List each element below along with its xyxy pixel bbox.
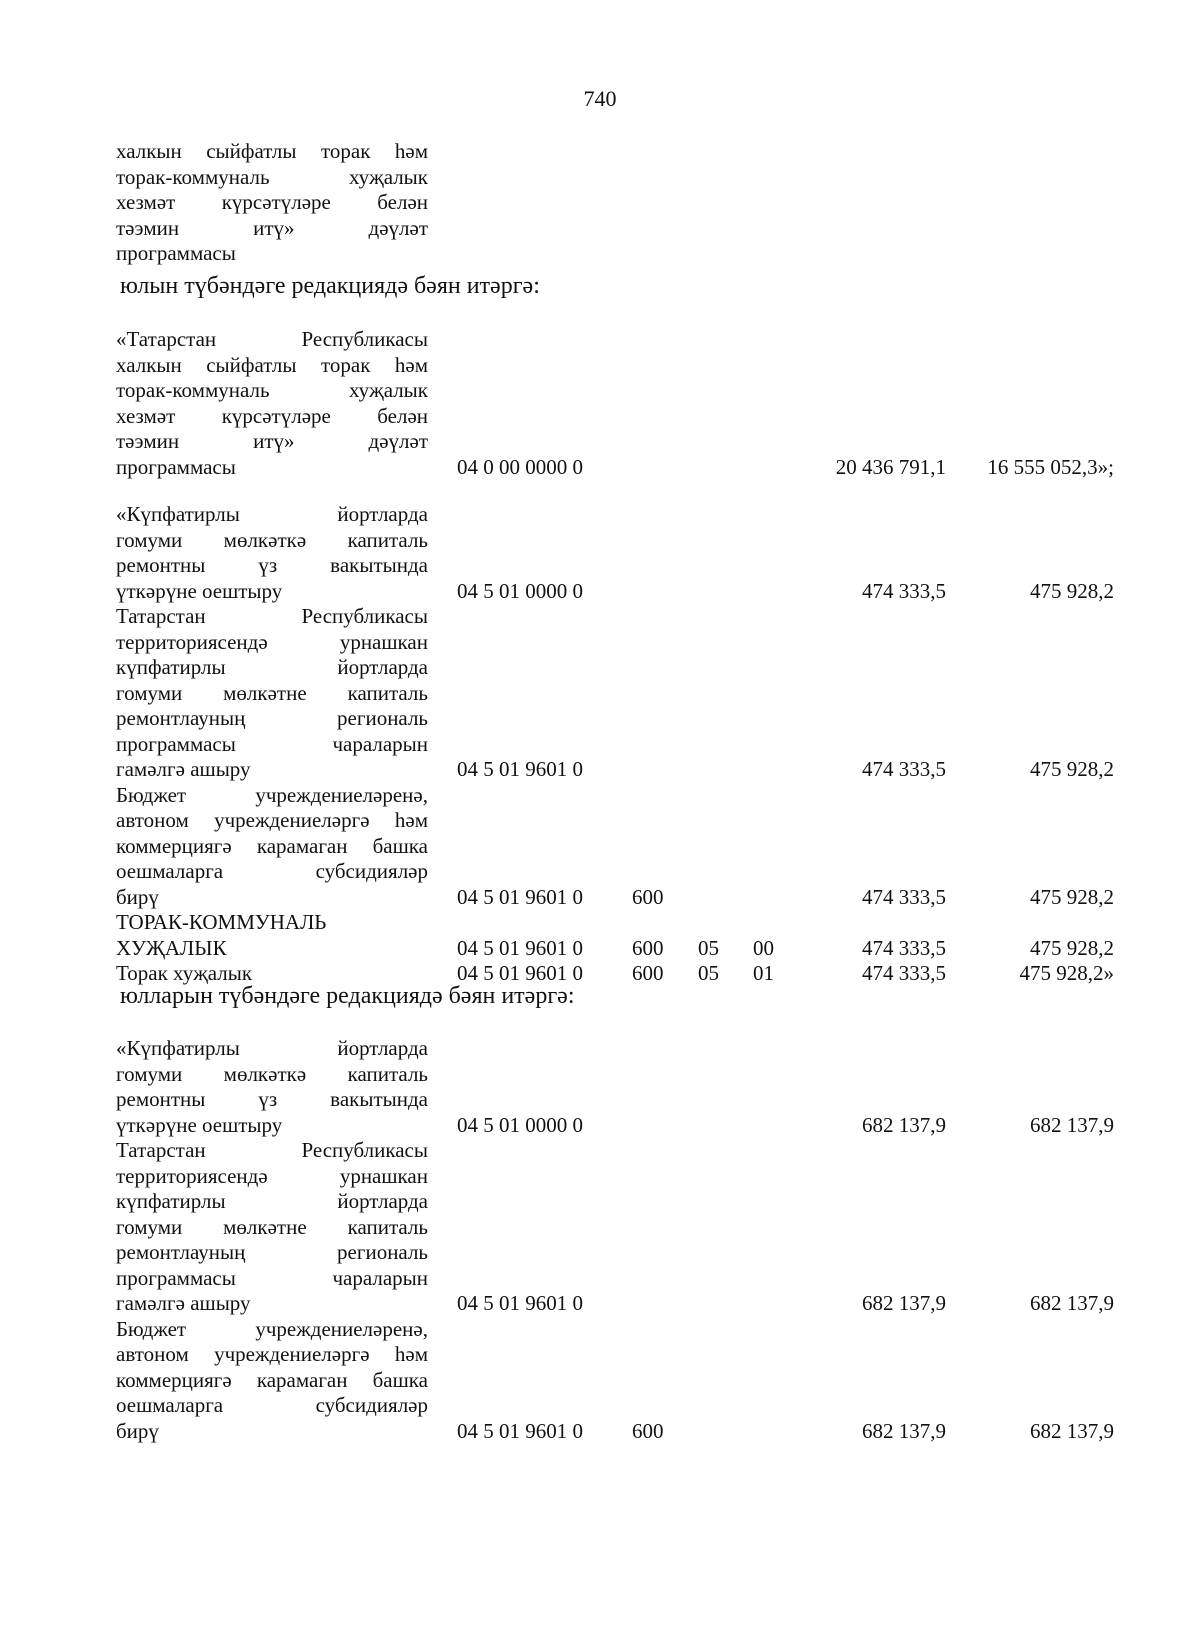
row-name-line: коммерциягә карамаган башка xyxy=(116,1367,428,1392)
section-code: 05 xyxy=(698,935,719,960)
amount-year-2: 682 137,9 xyxy=(1030,1418,1114,1443)
row-name-line: тәэмин итү» дәүләт xyxy=(116,429,428,453)
amount-year-2: 475 928,2 xyxy=(1030,884,1114,909)
row-name-line: программасы чараларын xyxy=(116,731,428,756)
expense-type-code: 600 xyxy=(632,961,664,985)
row-name-line: программасы xyxy=(116,454,236,479)
amount-year-1: 682 137,9 xyxy=(862,1112,946,1137)
row-name-line: халкын сыйфатлы торак һәм xyxy=(116,352,428,377)
row-name-line: территориясендә урнашкан xyxy=(116,1163,428,1188)
row-name-line: гомуми мөлкәтне капиталь xyxy=(116,1214,428,1239)
subsection-code: 00 xyxy=(753,935,774,960)
row-name-line: күпфатирлы йортларда xyxy=(116,1189,428,1213)
row-name-line: тәэмин итү» дәүләт xyxy=(116,215,428,240)
amount-year-1: 20 436 791,1 xyxy=(835,454,946,479)
row-name-line: ТОРАК-КОММУНАЛЬ xyxy=(116,910,327,934)
row-name-line: ремонтны үз вакытында xyxy=(116,1087,428,1111)
row-name-line: үткәрүне оештыру xyxy=(116,1112,283,1137)
target-article-code: 04 5 01 9601 0 xyxy=(457,884,583,909)
target-article-code: 04 5 01 0000 0 xyxy=(457,578,583,603)
amount-year-1: 682 137,9 xyxy=(862,1418,946,1443)
row-name-line: халкын сыйфатлы торак һәм xyxy=(116,139,428,163)
row-name-line: үткәрүне оештыру xyxy=(116,578,283,603)
row-name-line: Татарстан Республикасы xyxy=(116,604,428,628)
row-name-line: бирү xyxy=(116,884,159,909)
amount-year-1: 682 137,9 xyxy=(862,1291,946,1315)
row-name-line: программасы xyxy=(116,241,236,265)
row-name-line: ремонтлауның региональ xyxy=(116,1240,428,1264)
amount-year-1: 474 333,5 xyxy=(862,757,946,781)
row-name-line: Торак хуҗалык xyxy=(116,961,253,985)
amount-year-1: 474 333,5 xyxy=(862,935,946,960)
amount-year-1: 474 333,5 xyxy=(862,578,946,603)
target-article-code: 04 5 01 9601 0 xyxy=(457,1291,583,1315)
row-name-line: гомуми мөлкәткә капиталь xyxy=(116,1061,428,1086)
expense-type-code: 600 xyxy=(632,935,664,960)
subsection-code: 01 xyxy=(753,961,774,985)
row-name-line: территориясендә урнашкан xyxy=(116,629,428,654)
row-name-line: ремонтны үз вакытында xyxy=(116,553,428,577)
amount-year-2: 475 928,2 xyxy=(1030,757,1114,781)
amount-year-2: 16 555 052,3»; xyxy=(987,454,1114,479)
row-name-line: автоном учреждениеләргә һәм xyxy=(116,808,428,832)
target-article-code: 04 5 01 9601 0 xyxy=(457,961,583,985)
amount-year-2: 475 928,2» xyxy=(1019,961,1114,985)
expense-type-code: 600 xyxy=(632,884,664,909)
row-name-line: ХУҖАЛЫК xyxy=(116,935,227,960)
amount-year-2: 475 928,2 xyxy=(1030,935,1114,960)
section-code: 05 xyxy=(698,961,719,985)
row-name-line: ремонтлауның региональ xyxy=(116,706,428,730)
row-name-line: хезмәт күрсәтүләре белән xyxy=(116,403,428,428)
row-name-line: гамәлгә ашыру xyxy=(116,1291,251,1315)
amount-year-2: 682 137,9 xyxy=(1030,1112,1114,1137)
row-name-line: автоном учреждениеләргә һәм xyxy=(116,1342,428,1366)
row-name-line: торак-коммуналь хуҗалык xyxy=(116,164,428,189)
target-article-code: 04 5 01 9601 0 xyxy=(457,935,583,960)
row-name-line: программасы чараларын xyxy=(116,1265,428,1290)
row-name-line: торак-коммуналь хуҗалык xyxy=(116,378,428,402)
row-name-line: «Татарстан Республикасы xyxy=(116,327,428,351)
amount-year-1: 474 333,5 xyxy=(862,884,946,909)
row-name-line: хезмәт күрсәтүләре белән xyxy=(116,190,428,214)
phrase-2: юлларын түбәндәге редакциядә бәян итәргә: xyxy=(120,983,575,1009)
target-article-code: 04 5 01 9601 0 xyxy=(457,757,583,781)
row-name-line: Бюджет учреждениеләренә, xyxy=(116,782,428,807)
target-article-code: 04 5 01 9601 0 xyxy=(457,1418,583,1443)
row-name-line: «Күпфатирлы йортларда xyxy=(116,1036,428,1060)
row-name-line: оешмаларга субсидияләр xyxy=(116,859,428,883)
page-number: 740 xyxy=(583,86,617,111)
row-name-line: Татарстан Республикасы xyxy=(116,1138,428,1162)
phrase-1: юлын түбәндәге редакциядә бәян итәргә: xyxy=(120,273,540,299)
row-name-line: гомуми мөлкәтне капиталь xyxy=(116,680,428,705)
row-name-line: Бюджет учреждениеләренә, xyxy=(116,1316,428,1341)
row-name-line: коммерциягә карамаган башка xyxy=(116,833,428,858)
expense-type-code: 600 xyxy=(632,1418,664,1443)
row-name-line: оешмаларга субсидияләр xyxy=(116,1393,428,1417)
amount-year-1: 474 333,5 xyxy=(862,961,946,985)
row-name-line: гомуми мөлкәткә капиталь xyxy=(116,527,428,552)
row-name-line: күпфатирлы йортларда xyxy=(116,655,428,679)
row-name-line: гамәлгә ашыру xyxy=(116,757,251,781)
row-name-line: бирү xyxy=(116,1418,159,1443)
row-name-line: «Күпфатирлы йортларда xyxy=(116,502,428,526)
amount-year-2: 682 137,9 xyxy=(1030,1291,1114,1315)
target-article-code: 04 5 01 0000 0 xyxy=(457,1112,583,1137)
target-article-code: 04 0 00 0000 0 xyxy=(457,454,583,479)
amount-year-2: 475 928,2 xyxy=(1030,578,1114,603)
